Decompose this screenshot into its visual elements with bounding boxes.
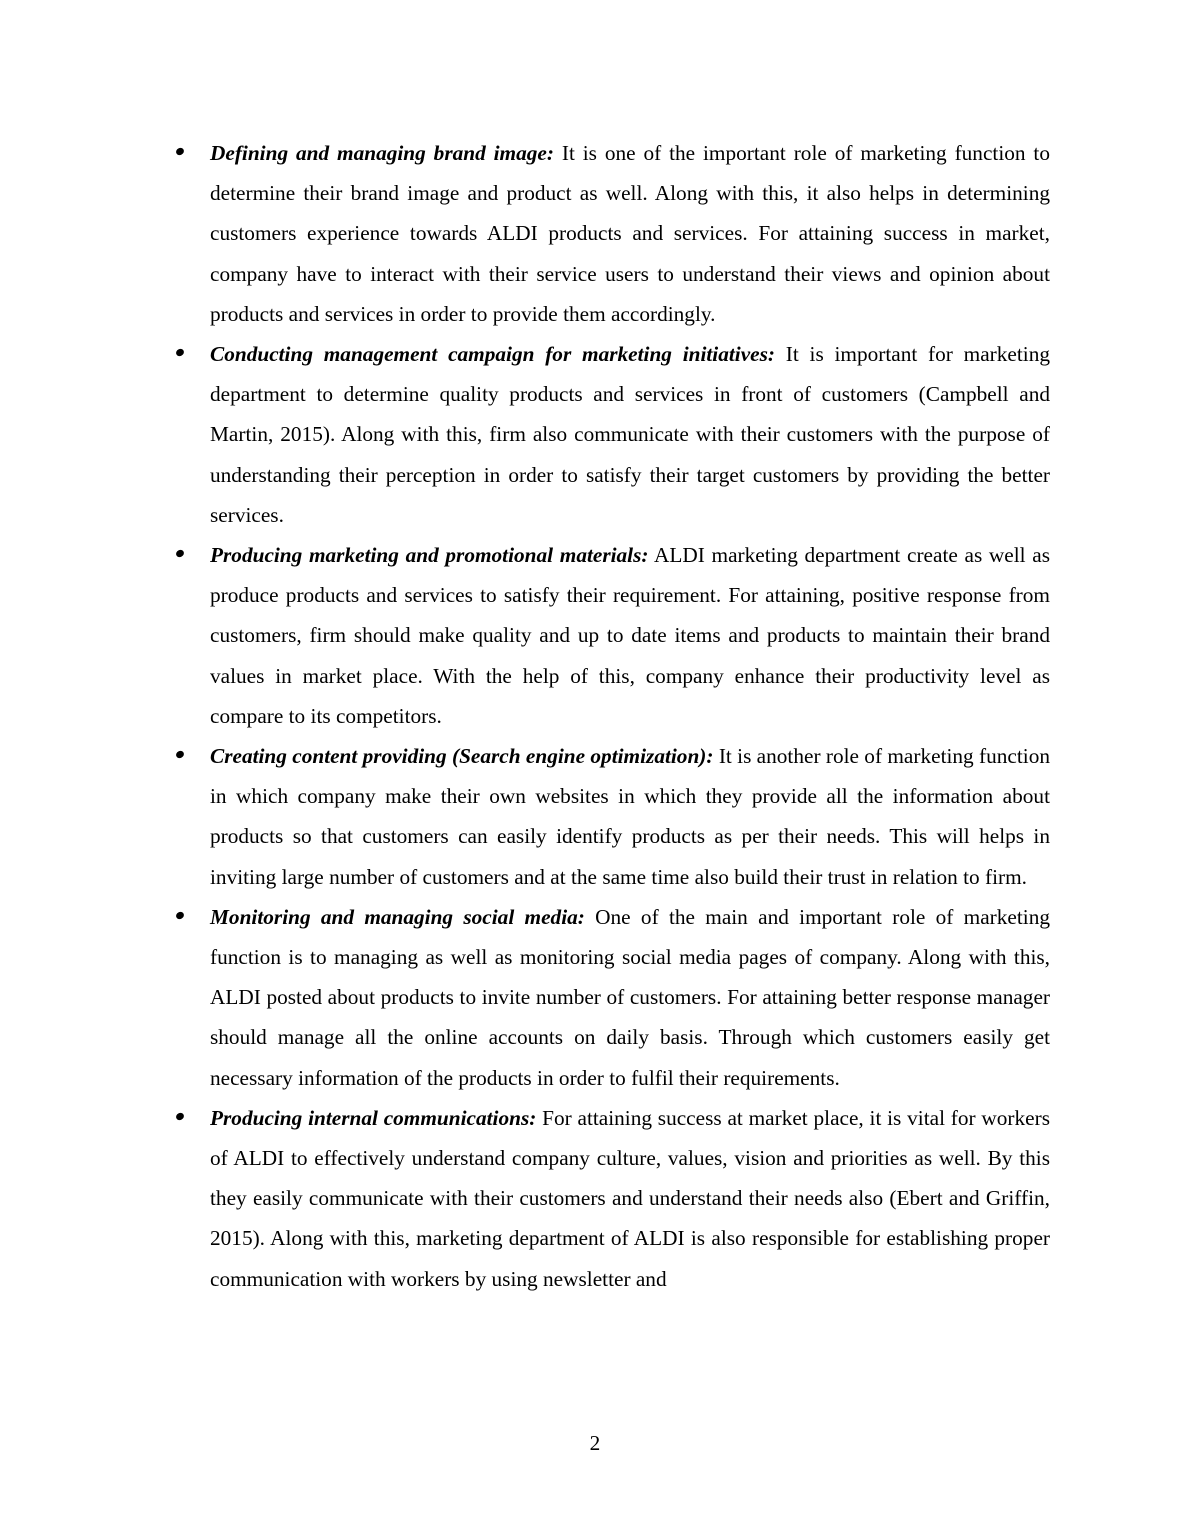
bullet-icon	[175, 549, 185, 559]
item-body: ALDI marketing department create as well as produce products and services to satisfy their requirement. For attaining, positive response from customers, firm should make quality and up to date items and products to maintain their brand values in market place. With the help of this, company enhance their productivity level as compare to its competitors.	[210, 543, 1050, 728]
item-body: It is one of the important role of marketing function to determine their brand image and product as well. Along with this, it also helps in determining customers experience towards ALDI products and services. For attaining success in market, company have to interact with their service users to understand their views and opinion about products and services in order to provide them accordingly.	[210, 141, 1050, 326]
item-heading: Monitoring and managing social media:	[210, 904, 585, 929]
bullet-icon	[175, 147, 185, 157]
bullet-icon	[175, 910, 185, 920]
bullet-list	[172, 133, 1050, 1299]
bullet-item-internal-communications	[172, 1098, 1050, 1299]
item-heading: Defining and managing brand image:	[210, 141, 554, 165]
item-heading: Producing marketing and promotional materials:	[210, 543, 649, 568]
item-heading: Conducting management campaign for marketing initiatives:	[210, 342, 775, 367]
item-body: It is important for marketing department to determine quality products and services in front of customers (Campbell and Martin, 2015). Along with this, firm also communicate with their customers with the purpose of understanding their perception in order to satisfy their target customers by providing the better services.	[210, 342, 1050, 527]
bullet-item-social-media	[172, 897, 1050, 1098]
document-body	[172, 133, 1050, 1299]
item-heading: Creating content providing (Search engine optimization):	[210, 744, 714, 769]
page-number: 2	[589, 1431, 601, 1455]
item-heading: Producing internal communications:	[210, 1105, 537, 1130]
item-body: It is another role of marketing function in which company make their own websites in which they provide all the information about products so that customers can easily identify products as per their needs. This will helps in inviting large number of customers and at the same time also build their trust in relation to firm.	[210, 744, 1050, 889]
bullet-icon	[175, 750, 185, 760]
bullet-icon	[175, 348, 185, 358]
bullet-item-promotional-materials	[172, 535, 1050, 736]
bullet-item-content-seo	[172, 736, 1050, 897]
bullet-item-brand-image	[172, 133, 1050, 334]
bullet-icon	[175, 1112, 185, 1122]
item-body: For attaining success at market place, it is vital for workers of ALDI to effectively understand company culture, values, vision and priorities as well. By this they easily communicate with their customers and understand their needs also (Ebert and Griffin, 2015). Along with this, marketing department of ALDI is also responsible for establishing proper communication with workers by using newsletter and	[210, 1105, 1050, 1291]
bullet-item-management-campaign	[172, 334, 1050, 535]
item-body: One of the main and important role of marketing function is to managing as well as monitoring social media pages of company. Along with this, ALDI posted about products to invite number of customers. For attaining better response manager should manage all the online accounts on daily basis. Through which customers easily get necessary information of the products in order to fulfil their requirements.	[210, 904, 1051, 1090]
